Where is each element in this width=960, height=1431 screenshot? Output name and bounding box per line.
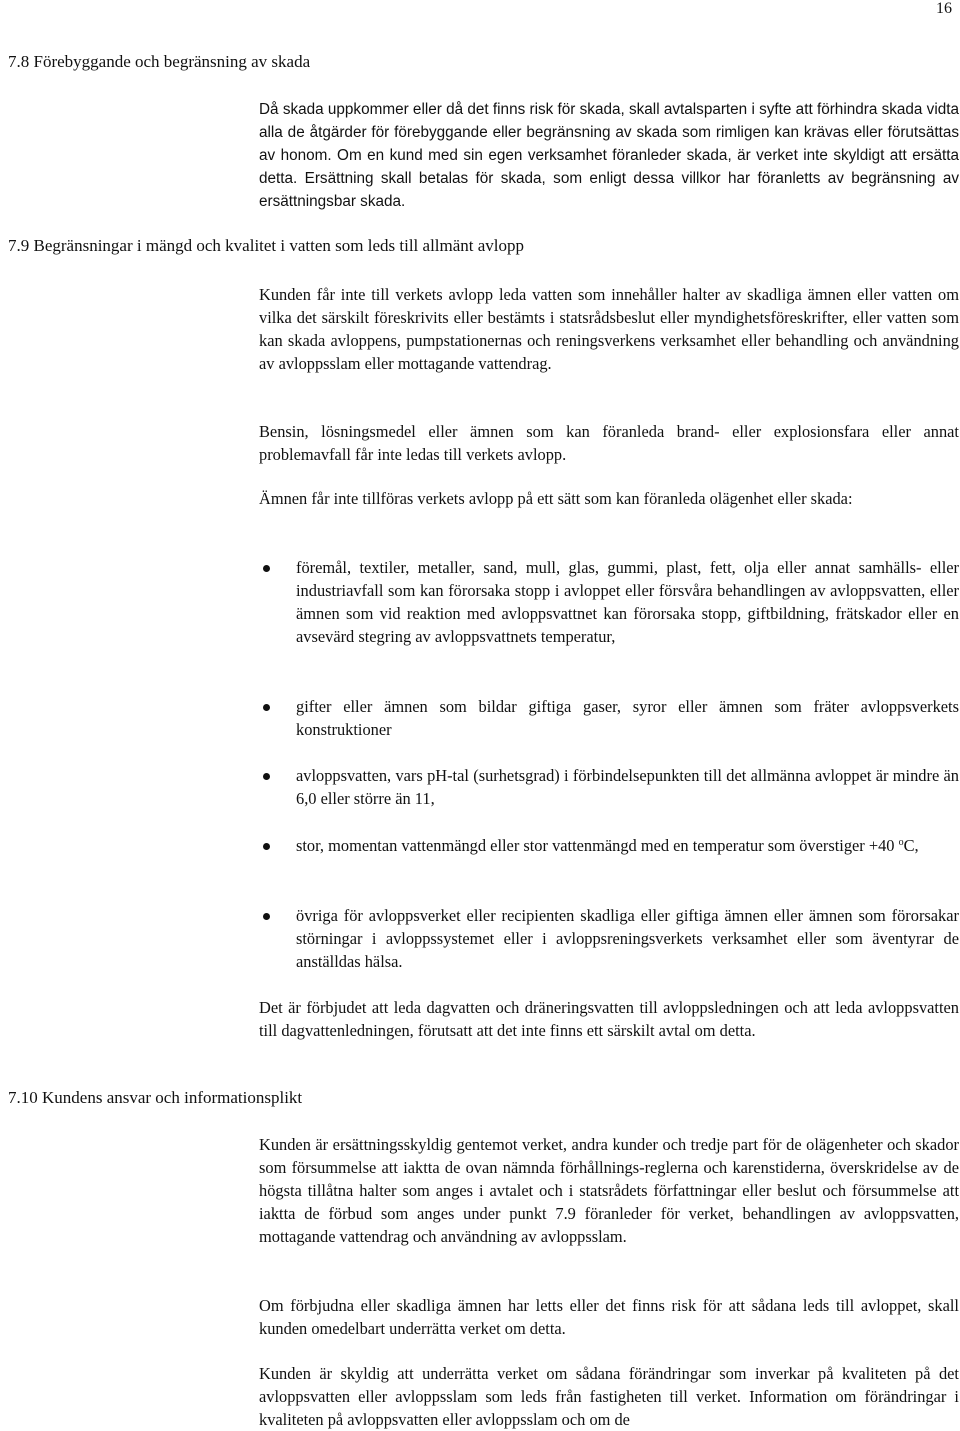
section-7-9-paragraph-1: Kunden får inte till verkets avlopp leda vatten som innehåller halter av skadliga ämnen eller vatten om vilka det särskilt föreskrivits eller bestämts i statsrådsbeslut eller myndighetsföreskrifter, eller vatten som kan skada avloppens, pumpstationernas och reningsverkens verksamhet eller behandling och användning av avloppsslam eller mottagande vattendrag. xyxy=(259,285,959,373)
list-item-text: föremål, textiler, metaller, sand, mull, glas, gummi, plast, fett, olja eller annat samhälls- eller industriavfall som kan förorsaka stopp i avloppet eller försvåra behandlingen av avloppsvatten, eller ämnen som vid reaktion med avloppsvattnet kan förorsaka stopp, giftbildning, frätskador eller en avsevärd stegring av avloppsvattnets temperatur, xyxy=(296,558,959,646)
bullet-icon xyxy=(263,913,270,920)
list-item xyxy=(259,904,959,973)
page-number: 16 xyxy=(936,0,952,17)
section-heading-7-8: 7.8 Förebyggande och begränsning av skada xyxy=(8,52,311,71)
bullet-icon xyxy=(263,704,270,711)
list-item xyxy=(259,834,959,857)
list-item-text: övriga för avloppsverket eller recipienten skadliga eller giftiga ämnen eller ämnen som förorsakar störningar i avloppssystemet eller i avloppsreningsverkets verksamhet eller som äventyrar de anställdas hälsa. xyxy=(296,906,959,971)
list-item-text: gifter eller ämnen som bildar giftiga gaser, syror eller ämnen som fräter avloppsverkets konstruktioner xyxy=(296,697,959,739)
list-item xyxy=(259,556,959,648)
section-7-9-paragraph-3: Ämnen får inte tillföras verkets avlopp på ett sätt som kan föranleda olägenhet eller skada: xyxy=(259,489,853,508)
bullet-icon xyxy=(263,843,270,850)
list-item-text: avloppsvatten, vars pH-tal (surhetsgrad) i förbindelsepunkten till det allmänna avloppet är mindre än 6,0 eller större än 11, xyxy=(296,766,959,808)
section-7-9-paragraph-4: Det är förbjudet att leda dagvatten och dräneringsvatten till avloppsledningen och att leda avloppsvatten till dagvattenledningen, förutsatt att det inte finns ett särskilt avtal om detta. xyxy=(259,998,959,1040)
section-7-10-paragraph-1: Kunden är ersättningsskyldig gentemot verket, andra kunder och tredje part för de olägenheter och skador som försummelse att iaktta de ovan nämnda förhållnings-reglerna och karenstiderna, överskridelse av de högsta tillåtna halter som anges i avtalet och i statsrådets författningar eller beslut och försummelse att iaktta de förbud som anges under punkt 7.9 föranleder för verket, behandlingen av avloppsvatten, mottagande vattendrag och användning av avloppsslam. xyxy=(259,1135,959,1246)
section-heading-7-9: 7.9 Begränsningar i mängd och kvalitet i vatten som leds till allmänt avlopp xyxy=(8,236,525,255)
temperature-unit: C, xyxy=(903,836,919,855)
section-7-10-paragraph-3: Kunden är skyldig att underrätta verket om sådana förändringar som inverkar på kvaliteten på det avloppsvatten eller avloppsslam som leds från fastigheten till verket. Information om förändringar i kvaliteten på avloppsvatten eller avloppsslam och om de xyxy=(259,1364,959,1429)
list-item xyxy=(259,695,959,741)
section-heading-7-10: 7.10 Kundens ansvar och informationsplikt xyxy=(8,1088,303,1107)
degree-sup: o xyxy=(898,837,904,848)
list-item xyxy=(259,764,959,810)
bullet-icon xyxy=(263,565,270,572)
bullet-icon xyxy=(263,773,270,780)
section-7-9-paragraph-2: Bensin, lösningsmedel eller ämnen som kan föranleda brand- eller explosionsfara eller annat problemavfall får inte ledas till verkets avlopp. xyxy=(259,422,959,464)
temperature-text: stor, momentan vattenmängd eller stor vattenmängd med en temperatur som överstiger +40 xyxy=(296,836,899,855)
list-item-text xyxy=(296,834,959,857)
section-7-10-paragraph-2: Om förbjudna eller skadliga ämnen har letts eller det finns risk för att sådana leds till avloppet, skall kunden omedelbart underrätta verket om detta. xyxy=(259,1296,959,1338)
section-7-8-paragraph: Då skada uppkommer eller då det finns risk för skada, skall avtalsparten i syfte att förhindra skada vidta alla de åtgärder för förebyggande eller begränsning av skada som rimligen kan krävas eller förutsättas av honom. Om en kund med sin egen verksamhet föranleder skada, är verket inte skyldigt att ersätta detta. Ersättning skall betalas för skada, som enligt dessa villkor har föranletts av begränsning av ersättningsbar skada. xyxy=(259,101,959,210)
